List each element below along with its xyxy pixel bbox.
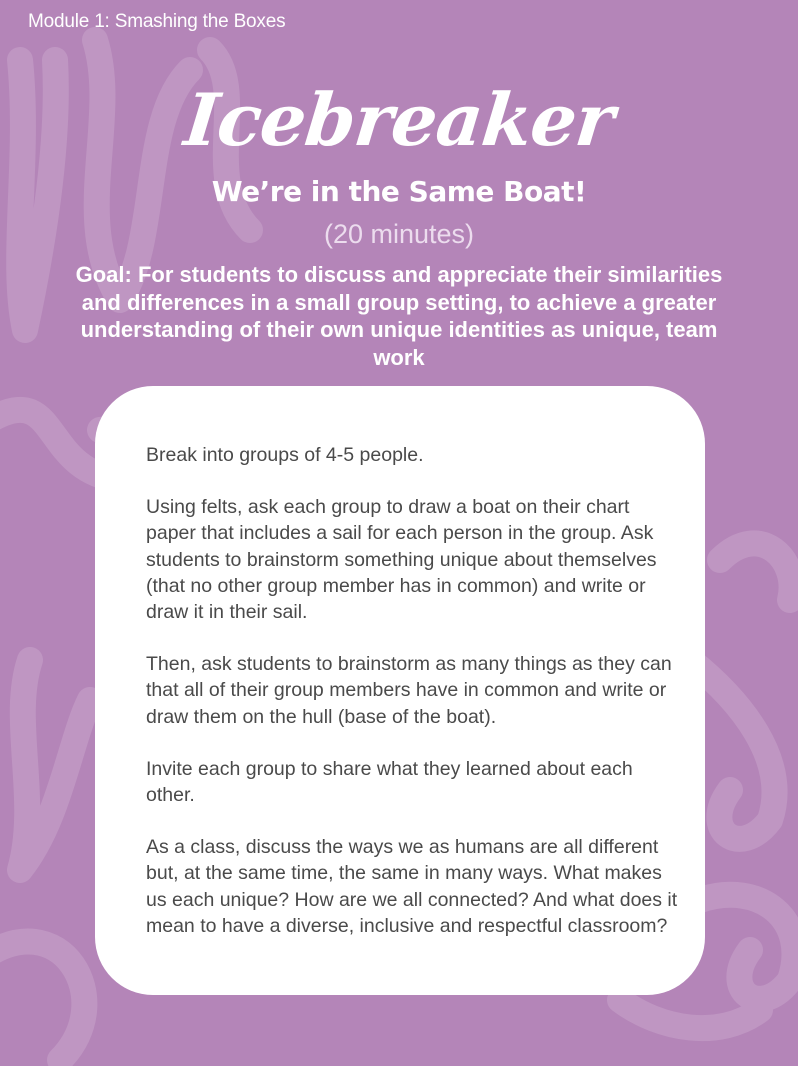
activity-duration: (20 minutes) [323, 219, 475, 249]
activity-goal: Goal: For students to discuss and appreciate their similarities and differences in a small group setting, to achieve a greater understanding of their own unique identities as unique, team work [75, 262, 723, 370]
activity-subtitle: We’re in the Same Boat! [211, 175, 587, 208]
instruction-paragraph: Invite each group to share what they learned about each other. [146, 757, 633, 807]
instruction-paragraph: Break into groups of 4-5 people. [146, 444, 424, 466]
activity-title: Icebreaker [180, 77, 618, 162]
instructions-card [95, 386, 705, 995]
module-label: Module 1: Smashing the Boxes [28, 11, 286, 32]
instruction-paragraph: As a class, discuss the ways we as humans are all different but, at the same time, the same in many ways. What makes us each unique? How are we all connected? And what does it mean to have a diverse, inclusive and respectful classroom? [146, 836, 678, 937]
instruction-paragraph: Using felts, ask each group to draw a boat on their chart paper that includes a sail for each person in the group. Ask students to brainstorm something unique about themselves (that no other group member has in common) and write or draw it in their sail. [146, 496, 657, 624]
instruction-paragraph: Then, ask students to brainstorm as many things as they can that all of their group members have in common and write or draw them on the hull (base of the boat). [146, 653, 672, 728]
